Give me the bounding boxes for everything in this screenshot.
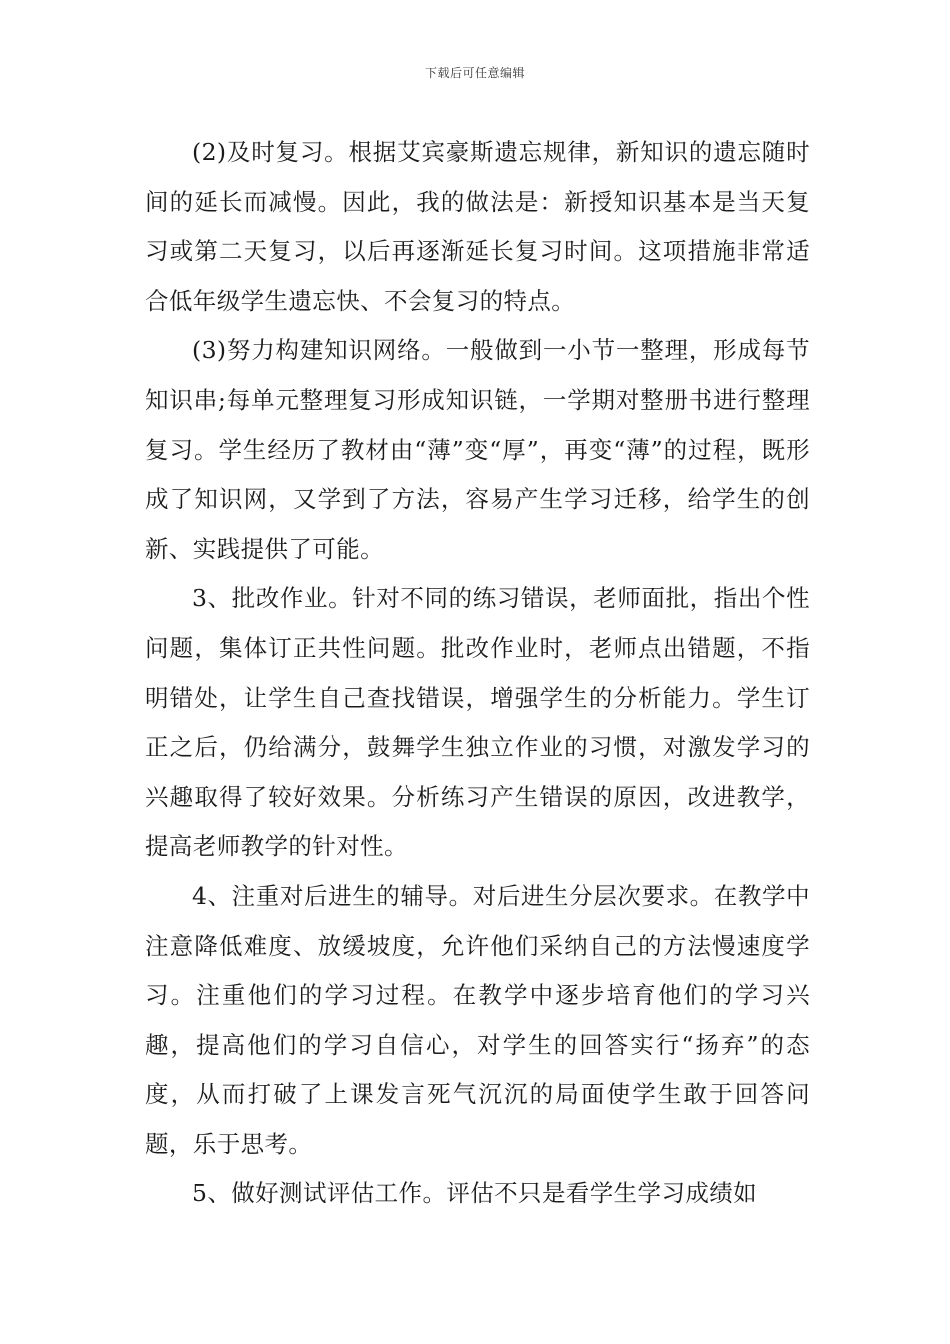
paragraph-assessment: 5、做好测试评估工作。评估不只是看学生学习成绩如 xyxy=(192,1179,758,1208)
paragraph-knowledge-network: (3)努力构建知识网络。一般做到一小节一整理，形成每节知识串;每单元整理复习形成知识链，一学期对整册书进行整理复习。学生经历了教材由“薄”变“厚”，再变“薄”的过程，既形成了知识网，又学到了方法，容易产生学习迁移，给学生的创新、实践提供了可能。 xyxy=(145,336,810,563)
page-header: 下载后可任意编辑 xyxy=(424,66,525,80)
document-body xyxy=(145,128,810,1219)
paragraph-review: (2)及时复习。根据艾宾豪斯遗忘规律，新知识的遗忘随时间的延长而减慢。因此，我的做法是：新授知识基本是当天复习或第二天复习，以后再逐渐延长复习时间。这项措施非常适合低年级学生遗忘快、不会复习的特点。 xyxy=(145,138,810,315)
paragraph-struggling-students: 4、注重对后进生的辅导。对后进生分层次要求。在教学中注意降低难度、放缓坡度，允许他们采纳自己的方法慢速度学习。注重他们的学习过程。在教学中逐步培育他们的学习兴趣，提高他们的学习自信心，对学生的回答实行“扬弃”的态度，从而打破了上课发言死气沉沉的局面使学生敢于回答问题，乐于思考。 xyxy=(145,881,810,1158)
paragraph-homework-correction: 3、批改作业。针对不同的练习错误，老师面批，指出个性问题，集体订正共性问题。批改作业时，老师点出错题，不指明错处，让学生自己查找错误，增强学生的分析能力。学生订正之后，仍给满分，鼓舞学生独立作业的习惯，对激发学习的兴趣取得了较好效果。分析练习产生错误的原因，改进教学，提高老师教学的针对性。 xyxy=(145,584,810,861)
